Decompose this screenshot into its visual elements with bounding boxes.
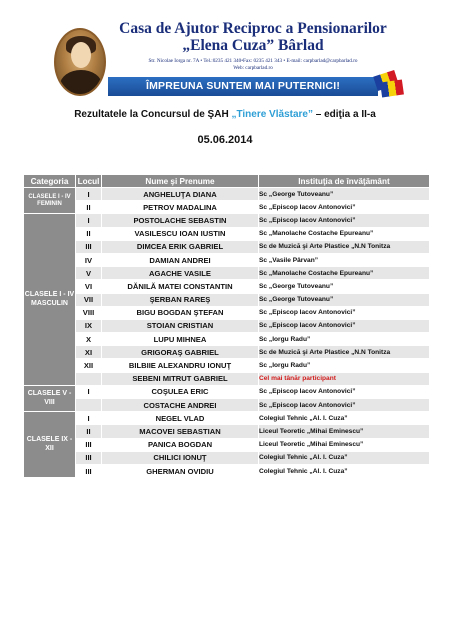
name-cell: DĂNILĂ MATEI CONSTANTIN bbox=[102, 280, 259, 293]
school-cell: Sc „George Tutoveanu” bbox=[259, 293, 430, 306]
place-cell: I bbox=[76, 188, 102, 201]
category-cell: CLASELE V - VIII bbox=[24, 385, 76, 411]
school-cell: Liceul Teoretic „Mihai Eminescu” bbox=[259, 425, 430, 438]
school-cell: Sc „Episcop Iacov Antonovici” bbox=[259, 385, 430, 398]
table-row bbox=[24, 267, 430, 280]
place-cell: VII bbox=[76, 293, 102, 306]
table-row bbox=[24, 359, 430, 372]
name-cell: ANGHELUŢA DIANA bbox=[102, 188, 259, 201]
name-cell: BILBIIE ALEXANDRU IONUŢ bbox=[102, 359, 259, 372]
col-header-name: Nume şi Prenume bbox=[102, 175, 259, 188]
place-cell: III bbox=[76, 464, 102, 477]
school-cell: Sc „Episcop Iacov Antonovici” bbox=[259, 201, 430, 214]
table-row bbox=[24, 253, 430, 266]
table-row bbox=[24, 333, 430, 346]
table-row bbox=[24, 464, 430, 477]
name-cell: COSTACHE ANDREI bbox=[102, 399, 259, 412]
name-cell: DIMCEA ERIK GABRIEL bbox=[102, 240, 259, 253]
table-row bbox=[24, 240, 430, 253]
table-row bbox=[24, 399, 430, 412]
place-cell: VIII bbox=[76, 306, 102, 319]
name-cell: VASILESCU IOAN IUSTIN bbox=[102, 227, 259, 240]
school-cell: Sc „Iorgu Radu” bbox=[259, 333, 430, 346]
school-cell: Sc „Manolache Costache Epureanu” bbox=[259, 227, 430, 240]
elena-cuza-portrait bbox=[54, 28, 106, 96]
place-cell: V bbox=[76, 267, 102, 280]
table-row bbox=[24, 438, 430, 451]
name-cell: ŞERBAN RAREŞ bbox=[102, 293, 259, 306]
school-cell: Sc de Muzică şi Arte Plastice „N.N Tonitza bbox=[259, 240, 430, 253]
name-cell: CHILICI IONUŢ bbox=[102, 451, 259, 464]
school-cell: Sc „Manolache Costache Epureanu” bbox=[259, 267, 430, 280]
table-row bbox=[24, 425, 430, 438]
name-cell: POSTOLACHE SEBASTIN bbox=[102, 214, 259, 227]
place-cell: XII bbox=[76, 359, 102, 372]
category-cell: CLASELE I - IV MASCULIN bbox=[24, 214, 76, 385]
table-row bbox=[24, 201, 430, 214]
school-cell: Sc „Episcop Iacov Antonovici” bbox=[259, 214, 430, 227]
name-cell: STOIAN CRISTIAN bbox=[102, 319, 259, 332]
place-cell: III bbox=[76, 240, 102, 253]
document-title: Rezultatele la Concursul de ŞAH „Tinere Vlăstare” – ediţia a II-a bbox=[74, 109, 376, 120]
table-row bbox=[24, 412, 430, 425]
place-cell: I bbox=[76, 412, 102, 425]
table-row bbox=[24, 385, 430, 398]
place-cell: IV bbox=[76, 253, 102, 266]
school-cell: Colegiul Tehnic „Al. I. Cuza” bbox=[259, 412, 430, 425]
document-date: 05.06.2014 bbox=[197, 134, 253, 146]
col-header-place: Locul bbox=[76, 175, 102, 188]
slogan-banner: ÎMPREUNA SUNTEM MAI PUTERNICI! bbox=[108, 77, 378, 96]
place-cell: IX bbox=[76, 319, 102, 332]
name-cell: NEGEL VLAD bbox=[102, 412, 259, 425]
col-header-school: Instituţia de învăţământ bbox=[259, 175, 430, 188]
name-cell: BIGU BOGDAN ŞTEFAN bbox=[102, 306, 259, 319]
org-address: Str. Nicolae Iorga nr. 7A • Tel.:0235 421 340•Fax: 0235 421 343 • E-mail: carpbarlad@carpbarlad.ro bbox=[148, 58, 358, 64]
name-cell: AGACHE VASILE bbox=[102, 267, 259, 280]
name-cell: PETROV MADALINA bbox=[102, 201, 259, 214]
table-row bbox=[24, 188, 430, 201]
table-row bbox=[24, 227, 430, 240]
place-cell: III bbox=[76, 451, 102, 464]
name-cell: GRIGORAŞ GABRIEL bbox=[102, 346, 259, 359]
name-cell: MACOVEI SEBASTIAN bbox=[102, 425, 259, 438]
place-cell: II bbox=[76, 227, 102, 240]
table-row bbox=[24, 372, 430, 385]
org-name-line1: Casa de Ajutor Reciproc a Pensionarilor bbox=[119, 20, 387, 37]
place-cell: VI bbox=[76, 280, 102, 293]
table-row bbox=[24, 280, 430, 293]
name-cell: COŞULEA ERIC bbox=[102, 385, 259, 398]
table-row bbox=[24, 306, 430, 319]
table-row bbox=[24, 293, 430, 306]
school-cell: Colegiul Tehnic „Al. I. Cuza” bbox=[259, 464, 430, 477]
school-cell: Liceul Teoretic „Mihai Eminescu” bbox=[259, 438, 430, 451]
youngest-participant-note: Cel mai tânăr participant bbox=[259, 372, 430, 385]
flags-icon bbox=[373, 70, 403, 98]
table-row bbox=[24, 214, 430, 227]
contest-name: „Tinere Vlăstare” bbox=[231, 109, 313, 120]
school-cell: Colegiul Tehnic „Al. I. Cuza” bbox=[259, 451, 430, 464]
place-cell: II bbox=[76, 425, 102, 438]
school-cell: Sc „George Tutoveanu” bbox=[259, 188, 430, 201]
name-cell: SEBENI MITRUT GABRIEL bbox=[102, 372, 259, 385]
org-name-line2: „Elena Cuza” Bârlad bbox=[182, 37, 324, 54]
category-cell: CLASELE I - IV FEMININ bbox=[24, 188, 76, 214]
place-cell bbox=[76, 372, 102, 385]
school-cell: Sc de Muzică şi Arte Plastice „N.N Tonitza bbox=[259, 346, 430, 359]
name-cell: DAMIAN ANDREI bbox=[102, 253, 259, 266]
name-cell: LUPU MIHNEA bbox=[102, 333, 259, 346]
table-row bbox=[24, 319, 430, 332]
letterhead bbox=[48, 18, 403, 100]
place-cell: III bbox=[76, 438, 102, 451]
org-web: Web: carpbarlad.ro bbox=[233, 65, 273, 71]
category-cell: CLASELE IX - XII bbox=[24, 412, 76, 478]
place-cell: I bbox=[76, 385, 102, 398]
place-cell bbox=[76, 399, 102, 412]
school-cell: Sc „Episcop Iacov Antonovici” bbox=[259, 319, 430, 332]
name-cell: GHERMAN OVIDIU bbox=[102, 464, 259, 477]
table-row bbox=[24, 346, 430, 359]
table-header-row bbox=[24, 175, 430, 188]
school-cell: Sc „Iorgu Radu” bbox=[259, 359, 430, 372]
place-cell: X bbox=[76, 333, 102, 346]
name-cell: PANICA BOGDAN bbox=[102, 438, 259, 451]
col-header-category: Categoria bbox=[24, 175, 76, 188]
results-table bbox=[23, 174, 430, 478]
table-row bbox=[24, 451, 430, 464]
place-cell: I bbox=[76, 214, 102, 227]
place-cell: II bbox=[76, 201, 102, 214]
school-cell: Sc „Episcop Iacov Antonovici” bbox=[259, 306, 430, 319]
school-cell: Sc „George Tutoveanu” bbox=[259, 280, 430, 293]
school-cell: Sc „Episcop Iacov Antonovici” bbox=[259, 399, 430, 412]
place-cell: XI bbox=[76, 346, 102, 359]
school-cell: Sc „Vasile Pârvan” bbox=[259, 253, 430, 266]
